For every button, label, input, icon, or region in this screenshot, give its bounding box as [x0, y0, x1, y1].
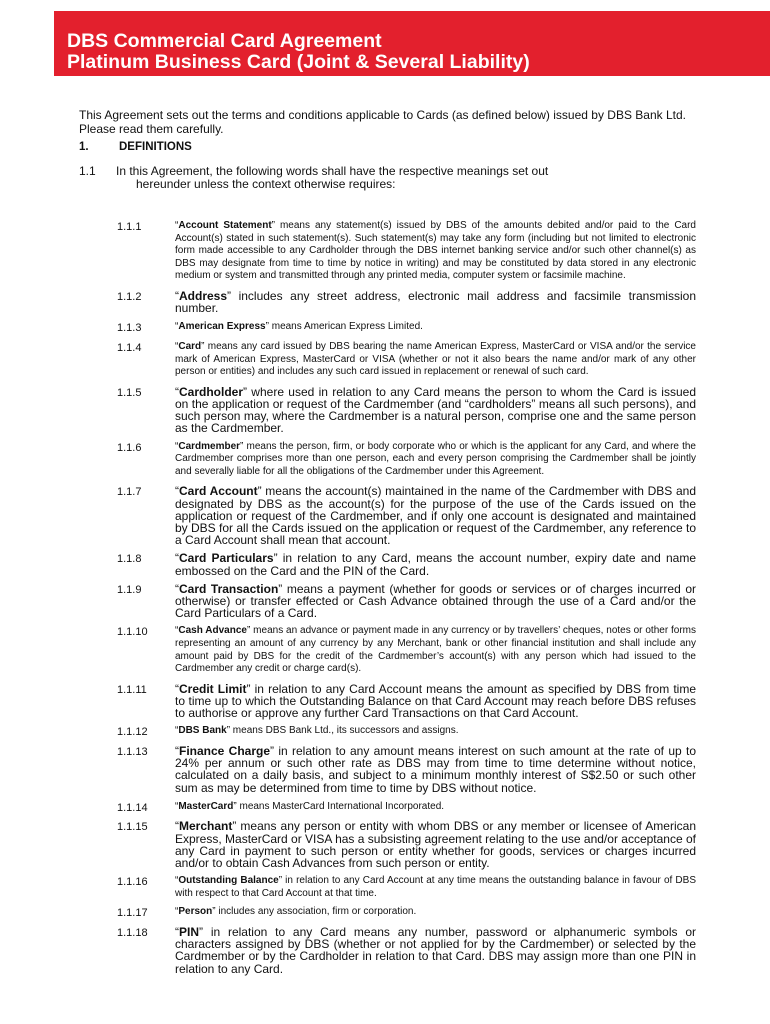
definition-item: 1.1.15 “Merchant” means any person or entity with whom DBS or any member or licensee of American Express, MasterCard or VISA has a subsisting agreement relating to the use and/or acceptance of any Card in payment to such person or entity whether for goods, services or charges incurred and/or to obtain Cash Advances from such person or entity.	[79, 820, 697, 869]
definition-item: 1.1.5 “Cardholder” where used in relation to any Card means the person to whom the Card is issued on the application or request of the Cardmember (and “cardholders” means all such persons), and such person may, where the Cardmember is a natural person, comprise one and the same person as the Cardmember.	[79, 386, 697, 435]
definition-item: 1.1.12 “DBS Bank” means DBS Bank Ltd., its successors and assigns.	[79, 725, 697, 739]
intro-paragraph: This Agreement sets out the terms and conditions applicable to Cards (as defined below) issued by DBS Bank Ltd. Please read them carefully.	[79, 108, 686, 136]
definition-number: 1.1.16	[117, 876, 148, 889]
definition-term: DBS Bank	[178, 725, 227, 737]
definition-item: 1.1.1 “Account Statement” means any statement(s) issued by DBS of the amounts debited and/or paid to the Card Account(s) stated in such statement(s). Such statement(s) may take any form (including but not limited to electronic form made accessible to any Cardholder through the DBS internet banking service and/or such other channel(s) as DBS may designate from time to time by notice in writing) and may be constituted by data stored in any electronic medium or system and transmitted through any printed media, computer system or facsimile machine.	[79, 220, 697, 283]
definition-item: 1.1.16 “Outstanding Balance” in relation to any Card Account at any time means the outstanding balance in favour of DBS with respect to that Card Account at that time.	[79, 875, 697, 900]
definition-number: 1.1.9	[117, 583, 142, 596]
definition-item: 1.1.3 “American Express” means American Express Limited.	[79, 321, 697, 335]
definition-item: 1.1.7 “Card Account” means the account(s) maintained in the name of the Cardmember with DBS and designated by DBS as the account(s) for the purpose of the use of the Cards issued on the application or request of the Cardmember, and if only one account is designated and maintained by DBS for all the Cards issued on the application or request of the Cardmember, any reference to a Card Account shall mean that account.	[79, 485, 697, 546]
definition-number: 1.1.5	[117, 386, 142, 399]
definition-term: Cardmember	[178, 440, 241, 452]
page-title	[67, 31, 530, 73]
clause-number: 1.1	[79, 164, 96, 178]
definition-number: 1.1.1	[117, 221, 142, 233]
definition-term: PIN	[179, 924, 200, 939]
definition-term: Credit Limit	[179, 681, 247, 696]
definition-text: ” means a payment (whether for goods or services or of charges incurred or otherwise) or transfer effected or Cash Advance obtained through the use of a Card and/or the Card Particulars of a Card.	[175, 581, 697, 621]
definition-text: ” means the account(s) maintained in the name of the Cardmember with DBS and designated by DBS as the account(s) for the purpose of the use of the Cards issued on the application or request of the Cardmember, and if only one account is designated and maintained by DBS for all the Cards issued on the application or request of the Cardmember, any reference to a Card Account shall mean that account.	[175, 484, 697, 548]
clause-text-line2: hereunder unless the context otherwise requires:	[136, 176, 396, 191]
definition-term: Card	[178, 340, 202, 352]
clause-text-line1: In this Agreement, the following words shall have the respective meanings set out	[116, 164, 549, 178]
definition-term: Account Statement	[178, 220, 272, 231]
definition-item: 1.1.13 “Finance Charge” in relation to any amount means interest on such amount at the rate of up to 24% per annum or such other rate as DBS may from time to time determine without notice, calculated on a daily basis, and subject to a minimum monthly interest of S$2.50 or such other sum as may be determined from time to time by DBS without notice.	[79, 745, 697, 794]
definition-text: ” means American Express Limited.	[265, 321, 423, 333]
definition-term: Address	[179, 288, 228, 303]
definition-item: 1.1.14 “MasterCard” means MasterCard International Incorporated.	[79, 801, 697, 815]
definition-number: 1.1.13	[117, 745, 148, 758]
section-number: 1.	[79, 141, 89, 153]
title-line-2: Platinum Business Card (Joint & Several Liability)	[67, 51, 530, 73]
definition-number: 1.1.14	[117, 801, 148, 814]
definition-term: Merchant	[179, 819, 233, 834]
definition-number: 1.1.11	[117, 683, 147, 696]
definition-text: ” where used in relation to any Card means the person to whom the Card is issued on the application or request of the Cardmember (and “cardholders” means all such persons), and such person may, where the Cardmember is a natural person, comprise one and the same person as the Cardmember.	[175, 384, 696, 436]
definition-text: ” means any statement(s) issued by DBS of the amounts debited and/or paid to the Card Account(s) stated in such statement(s). Such statement(s) may take any form (including but not limited to electronic form made accessible to any Cardholder through the DBS internet banking service and/or such other channel(s) as DBS may designate from time to time by notice in writing) and may be constituted by data stored in any electronic medium or system and transmitted through any printed media, computer system or facsimile machine.	[175, 220, 696, 282]
definition-text: ” means the person, firm, or body corporate who or which is the applicant for any Card, and where the Cardmember comprises more than one person, each and every person comprising the Cardmember shall be jointly and severally liable for all the obligations of the Cardmember under this Agreement.	[175, 440, 696, 477]
definition-text: ” in relation to any Card, means the account number, expiry date and name embossed on the Card and the PIN of the Card.	[175, 551, 696, 578]
definition-number: 1.1.12	[117, 726, 148, 739]
definition-item: 1.1.17 “Person” includes any association, firm or corporation.	[79, 906, 697, 920]
definition-text: ” includes any association, firm or corporation.	[212, 906, 417, 918]
definition-number: 1.1.8	[117, 553, 142, 566]
definition-term: Finance Charge	[179, 743, 271, 758]
definition-term: Cardholder	[179, 384, 244, 399]
definition-term: American Express	[178, 321, 266, 333]
definition-item: 1.1.2 “Address” includes any street address, electronic mail address and facsimile transmission number.	[79, 290, 697, 314]
definition-number: 1.1.3	[117, 322, 142, 335]
definition-term: Outstanding Balance	[178, 875, 279, 887]
definition-number: 1.1.17	[117, 907, 148, 920]
definition-text: ” means any card issued by DBS bearing the name American Express, MasterCard or VISA and/or the service mark of American Express, MasterCard or VISA (whether or not it also bears the name and/or mark of any other person or entities) and includes any such card issued in replacement or renewal of such card.	[175, 340, 696, 378]
definition-text: ” includes any street address, electronic mail address and facsimile transmission number.	[175, 288, 696, 316]
section-title: DEFINITIONS	[119, 141, 192, 153]
definition-text: ” in relation to any Card Account means the amount as specified by DBS from time to time up to which the Outstanding Balance on that Card Account may reach before DBS refuses to authorise or approve any further Card Transactions on that Card Account.	[175, 681, 696, 721]
definition-term: Card Particulars	[179, 551, 274, 566]
definition-term: Cash Advance	[178, 625, 247, 637]
definition-number: 1.1.15	[117, 821, 148, 834]
definition-term: Card Transaction	[179, 581, 279, 596]
definition-text: ” means any person or entity with whom DBS or any member or licensee of American Express, MasterCard or VISA has a subsisting agreement relating to the use and/or acceptance of any Card in payment to such person or entity whether for goods, services or charges incurred and/or to obtain Cash Advances from such person or entity.	[175, 819, 696, 870]
definition-item: 1.1.9 “Card Transaction” means a payment (whether for goods or services or of charges incurred or otherwise) or transfer effected or Cash Advance obtained through the use of a Card and/or the Card Particulars of a Card.	[79, 583, 697, 620]
definitions-list	[79, 220, 697, 975]
definition-term: Person	[178, 906, 213, 918]
definition-text: ” means DBS Bank Ltd., its successors and assigns.	[226, 725, 459, 737]
definition-term: Card Account	[179, 484, 258, 499]
definition-item: 1.1.11 “Credit Limit” in relation to any Card Account means the amount as specified by DBS from time to time up to which the Outstanding Balance on that Card Account may reach before DBS refuses to authorise or approve any further Card Transactions on that Card Account.	[79, 683, 697, 720]
definition-number: 1.1.4	[117, 341, 142, 354]
definition-number: 1.1.6	[117, 441, 142, 454]
definition-number: 1.1.2	[117, 290, 142, 303]
definition-item: 1.1.10 “Cash Advance” means an advance or payment made in any currency or by travellers’ cheques, notes or other forms representing an amount of any currency by any Merchant, bank or other financial institution and shall include any amount paid by DBS for the credit of the Cardmember’s account(s) with any person which had issued to the Cardmember any credit or charge card(s).	[79, 625, 697, 675]
definition-term: MasterCard	[178, 800, 234, 812]
definition-item: 1.1.6 “Cardmember” means the person, firm, or body corporate who or which is the applicant for any Card, and where the Cardmember comprises more than one person, each and every person comprising the Cardmember shall be jointly and severally liable for all the obligations of the Cardmember under this Agreement.	[79, 441, 697, 479]
definition-text: ” in relation to any amount means interest on such amount at the rate of up to 24% per annum or such other rate as DBS may from time to time determine without notice, calculated on a daily basis, and subject to a minimum monthly interest of S$2.50 or such other sum as may be determined from time to time by DBS without notice.	[175, 743, 696, 795]
section-heading	[79, 141, 192, 153]
definition-text: ” means an advance or payment made in any currency or by travellers’ cheques, notes or other forms representing an amount of any currency by any Merchant, bank or other financial institution and shall include any amount paid by DBS for the credit of the Cardmember’s account(s) with any person which had issued to the Cardmember any credit or charge card(s).	[175, 625, 697, 675]
definition-number: 1.1.18	[117, 926, 148, 939]
definition-number: 1.1.7	[117, 486, 142, 499]
definition-item: 1.1.18 “PIN” in relation to any Card means any number, password or alphanumeric symbols or characters assigned by DBS (whether or not applied for by the Cardmember) or selected by the Cardmember or by the Cardholder in relation to that Card. DBS may assign more than one PIN in relation to any Card.	[79, 926, 697, 975]
definition-text: ” means MasterCard International Incorporated.	[233, 800, 445, 812]
definition-item: 1.1.8 “Card Particulars” in relation to any Card, means the account number, expiry date and name embossed on the Card and the PIN of the Card.	[79, 552, 697, 576]
title-line-1: DBS Commercial Card Agreement	[67, 30, 382, 52]
definition-number: 1.1.10	[117, 626, 148, 639]
definition-item: 1.1.4 “Card” means any card issued by DBS bearing the name American Express, MasterCard or VISA and/or the service mark of American Express, MasterCard or VISA (whether or not it also bears the name and/or mark of any other person or entities) and includes any such card issued in replacement or renewal of such card.	[79, 341, 697, 379]
definition-text: ” in relation to any Card means any number, password or alphanumeric symbols or characters assigned by DBS (whether or not applied for by the Cardmember) or selected by the Cardmember or by the Cardholder in relation to that Card. DBS may assign more than one PIN in relation to any Card.	[175, 924, 696, 976]
definition-text: ” in relation to any Card Account at any time means the outstanding balance in favour of DBS with respect to that Card Account at that time.	[175, 875, 696, 899]
